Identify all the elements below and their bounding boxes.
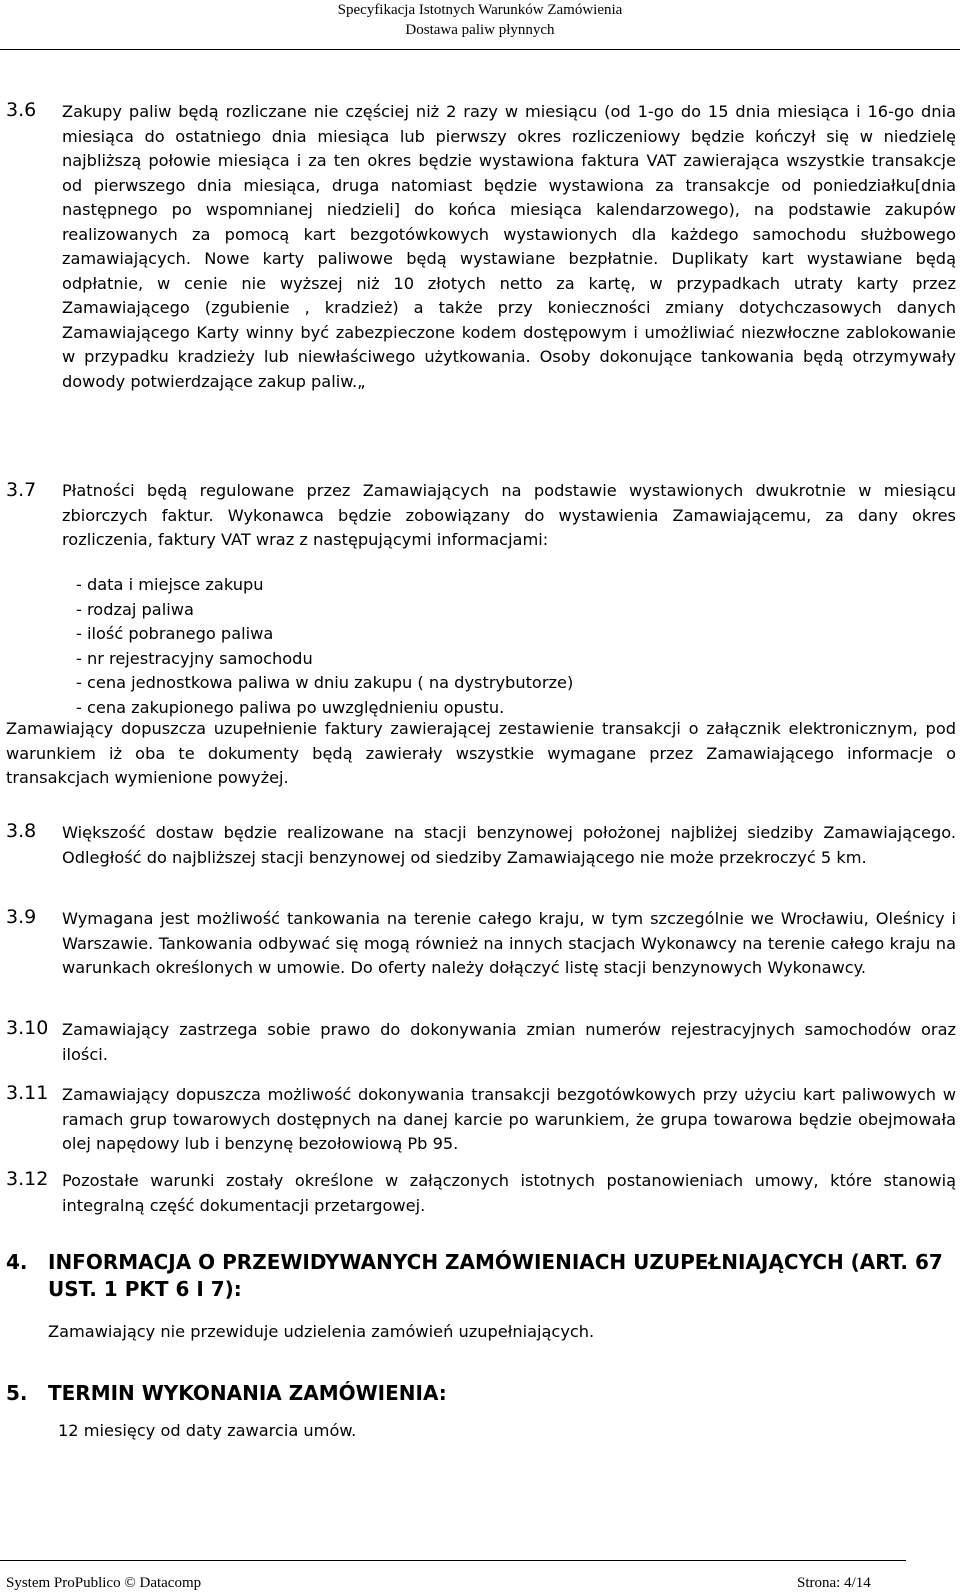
section-number-3-11: 3.11 <box>6 1082 49 1104</box>
list-item: - nr rejestracyjny samochodu <box>76 648 313 668</box>
heading-number-5: 5. <box>6 1381 28 1405</box>
section-number-3-12: 3.12 <box>6 1168 49 1190</box>
section-3-8-text: Większość dostaw będzie realizowane na stacji benzynowej położonej najbliżej siedziby Zamawiającego. Odległość do najbliższej stacji benzynowej od siedziby Zamawiającego nie może przekroczyć 5 km. <box>62 823 956 867</box>
section-number-3-6: 3.6 <box>6 99 37 121</box>
list-item: - data i miejsce zakupu <box>76 575 264 594</box>
heading-number-4: 4. <box>6 1250 28 1274</box>
footer-page-number: Strona: 4/14 <box>797 1575 871 1591</box>
header-divider <box>0 49 960 50</box>
page-header <box>0 0 960 40</box>
section-3-12-text: Pozostałe warunki zostały określone w załączonych istotnych postanowieniach umowy, które stanowią integralną część dokumentacji przetargowej. <box>62 1171 956 1215</box>
section-3-10-text: Zamawiający zastrzega sobie prawo do dokonywania zmian numerów rejestracyjnych samochodów oraz ilości. <box>62 1020 956 1064</box>
heading-5-body: 12 miesięcy od daty zawarcia umów. <box>58 1421 357 1440</box>
section-3-6-text: Zakupy paliw będą rozliczane nie częściej niż 2 razy w miesiącu (od 1-go do 15 dnia miesiąca i 16-go dnia miesiąca do ostatniego dnia miesiąca lub pierwszy okres rozliczeniowy będzie kończył się w niedzielę najbliższą połowie miesiąca i za ten okres będzie wystawiona faktura VAT zawierająca wszystkie transakcje od pierwszego dnia miesiąca, druga natomiast będzie wystawiona za transakcje od poniedziałku[dnia następnego po wspomnianej niedzieli] do końca miesiąca kalendarzowego), na podstawie zakupów realizowanych za pomocą kart bezgotówkowych wystawionych dla każdego samochodu służbowego zamawiających. Nowe karty paliwowe będą wystawiane bezpłatnie. Duplikaty kart wystawiane będą odpłatnie, w cenie nie wyższej niż 10 złotych netto za kartę, w przypadkach utraty karty przez Zamawiającego (zgubienie , kradzież) a także przy konieczności zmiany dotychczasowych danych Zamawiającego Karty winny być zabezpieczone kodem dostępowym i umożliwiać niezwłoczne zablokowanie w przypadku kradzieży lub niewłaściwego użytkowania. Osoby dokonujące tankowania będą otrzymywały dowody potwierdzające zakup paliw.„ <box>62 102 956 391</box>
header-title: Specyfikacja Istotnych Warunków Zamówienia <box>337 2 623 18</box>
heading-4-title: INFORMACJA O PRZEWIDYWANYCH ZAMÓWIENIACH UZUPEŁNIAJĄCYCH (ART. 67 UST. 1 PKT 6 I 7): <box>48 1250 943 1301</box>
invoice-info-list <box>76 573 573 720</box>
section-3-7-text: Płatności będą regulowane przez Zamawiających na podstawie wystawionych dwukrotnie w miesiącu zbiorczych faktur. Wykonawca będzie zobowiązany do wystawienia Zamawiającemu, za dany okres rozliczenia, faktury VAT wraz z następującymi informacjami: <box>62 481 956 549</box>
section-number-3-8: 3.8 <box>6 820 37 842</box>
list-item: - ilość pobranego paliwa <box>76 624 274 643</box>
heading-5-title: TERMIN WYKONANIA ZAMÓWIENIA: <box>48 1381 447 1405</box>
list-item: - rodzaj paliwa <box>76 599 194 619</box>
footer-left: System ProPublico © Datacomp <box>6 1575 202 1591</box>
section-number-3-9: 3.9 <box>6 906 37 928</box>
section-3-9-text: Wymagana jest możliwość tankowania na terenie całego kraju, w tym szczególnie we Wrocławiu, Oleśnicy i Warszawie. Tankowania odbywać się mogą również na innych stacjach Wykonawcy na terenie całego kraju na warunkach określonych w umowie. Do oferty należy dołączyć listę stacji benzynowych Wykonawcy. <box>62 909 956 977</box>
section-3-7-after-text: Zamawiający dopuszcza uzupełnienie faktury zawierającej zestawienie transakcji o załącznik elektronicznym, pod warunkiem iż oba te dokumenty będą zawierały wszystkie wymagane przez Zamawiającego informacje o transakcjach wymienione powyżej. <box>6 719 956 787</box>
section-3-11-text: Zamawiający dopuszcza możliwość dokonywania transakcji bezgotówkowych przy użyciu kart paliwowych w ramach grup towarowych dostępnych na danej karcie po warunkiem, że grupa towarowa będzie obejmowała olej napędowy lub i benzynę bezołowiową Pb 95. <box>62 1085 956 1153</box>
section-number-3-10: 3.10 <box>6 1017 49 1039</box>
section-number-3-7: 3.7 <box>6 479 37 501</box>
list-item: - cena zakupionego paliwa po uwzględnieniu opustu. <box>76 697 505 717</box>
heading-4-body: Zamawiający nie przewiduje udzielenia zamówień uzupełniających. <box>48 1322 595 1341</box>
list-item: - cena jednostkowa paliwa w dniu zakupu ( na dystrybutorze) <box>76 673 574 692</box>
header-subtitle: Dostawa paliw płynnych <box>405 22 555 38</box>
footer-divider <box>0 1560 906 1561</box>
